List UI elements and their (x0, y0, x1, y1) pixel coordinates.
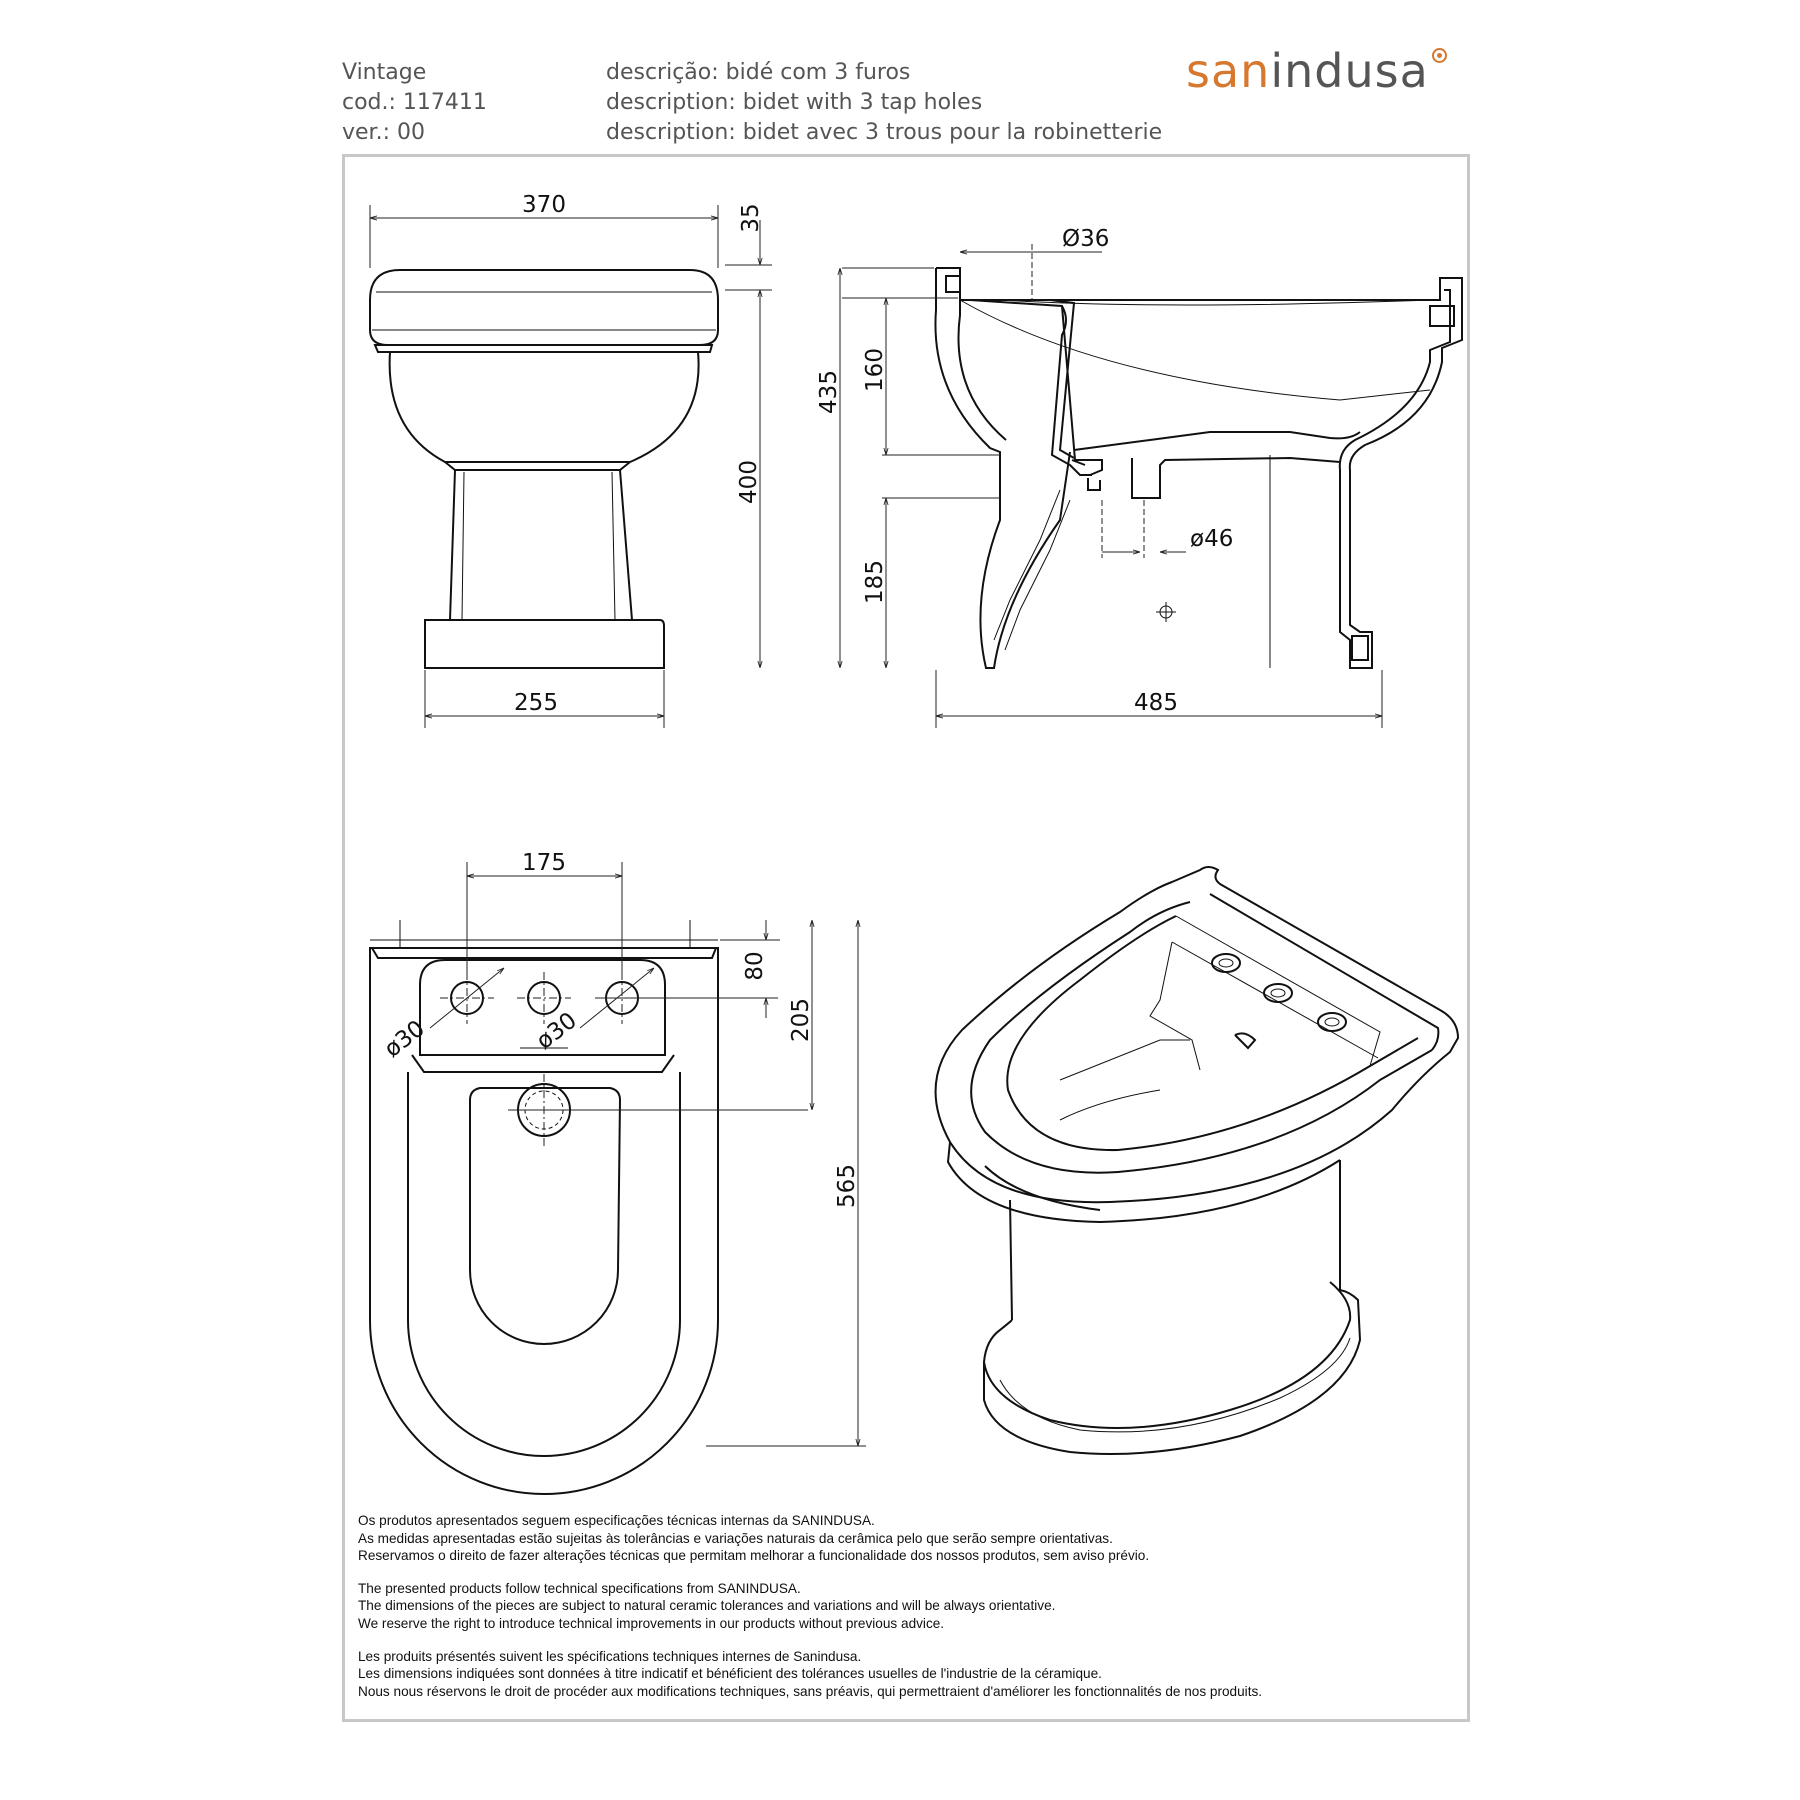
dim-outlet-diameter: Ø36 (1062, 226, 1110, 252)
dim-hole-from-back: 80 (742, 951, 768, 981)
dim-hole-spacing: 175 (522, 850, 566, 876)
note-line: As medidas apresentadas estão sujeitas às tolerâncias e variações naturais da cerâmica pelo que serão sempre orientativas. (358, 1530, 1113, 1546)
logo-part-indusa: indusa (1270, 44, 1429, 98)
notes-portuguese (358, 1512, 1262, 1565)
product-version: ver.: 00 (342, 120, 425, 145)
dim-front-width: 370 (522, 192, 566, 218)
dim-base-width: 255 (514, 690, 558, 716)
note-line: Nous nous réservons le droit de procéder aux modifications techniques, sans préavis, qui permettraient d'améliorer les fonctionnalités de nos produits. (358, 1683, 1263, 1699)
note-line: The presented products follow technical specifications from SANINDUSA. (358, 1580, 801, 1596)
dim-side-height: 435 (816, 370, 842, 414)
description-fr: description: bidet avec 3 trous pour la robinetterie (606, 120, 1163, 145)
dim-tap-hole-mid: ø30 (531, 1007, 582, 1055)
side-view-dimensions (840, 244, 1382, 728)
top-view-dimensions (430, 862, 866, 1446)
note-line: The dimensions of the pieces are subject to natural ceramic tolerances and variations and will be always orientative. (358, 1598, 1056, 1614)
dim-rim-height: 35 (738, 203, 764, 233)
dim-lower-height: 185 (862, 560, 888, 604)
dim-total-length: 565 (834, 1164, 860, 1208)
notes-english (358, 1580, 1262, 1633)
logo-part-san: san (1186, 44, 1271, 98)
note-line: Reservamos o direito de fazer alterações técnicas que permitam melhorar a funcionalidade dos nossos produtos, sem aviso prévio. (358, 1548, 1150, 1564)
product-series: Vintage (342, 60, 427, 85)
dim-basin-depth: 160 (862, 348, 888, 392)
note-line: Os produtos apresentados seguem especificações técnicas internas da SANINDUSA. (358, 1513, 875, 1528)
legal-notes (358, 1512, 1262, 1715)
note-line: Les produits présentés suivent les spécifications techniques internes de Sanindusa. (358, 1648, 862, 1664)
perspective-view (936, 867, 1458, 1454)
note-line: We reserve the right to introduce technical improvements in our products without previous advice. (358, 1615, 945, 1631)
dim-tap-hole-left: ø30 (379, 1015, 430, 1063)
description-en: description: bidet with 3 tap holes (606, 90, 983, 115)
dim-drain-from-back: 205 (788, 998, 814, 1042)
description-pt: descrição: bidé com 3 furos (606, 60, 911, 85)
notes-french (358, 1648, 1262, 1701)
front-view-dimensions (370, 205, 772, 728)
dim-depth: 485 (1134, 690, 1178, 716)
note-line: Les dimensions indiquées sont données à titre indicatif et bénéficient des tolérances usuelles de l'industrie de la céramique. (358, 1666, 1102, 1682)
front-view (370, 270, 718, 668)
dim-drain-diameter: ø46 (1190, 526, 1234, 552)
side-section-view (935, 268, 1462, 668)
product-code: cod.: 117411 (342, 90, 487, 115)
dim-front-total-height: 400 (736, 460, 762, 504)
